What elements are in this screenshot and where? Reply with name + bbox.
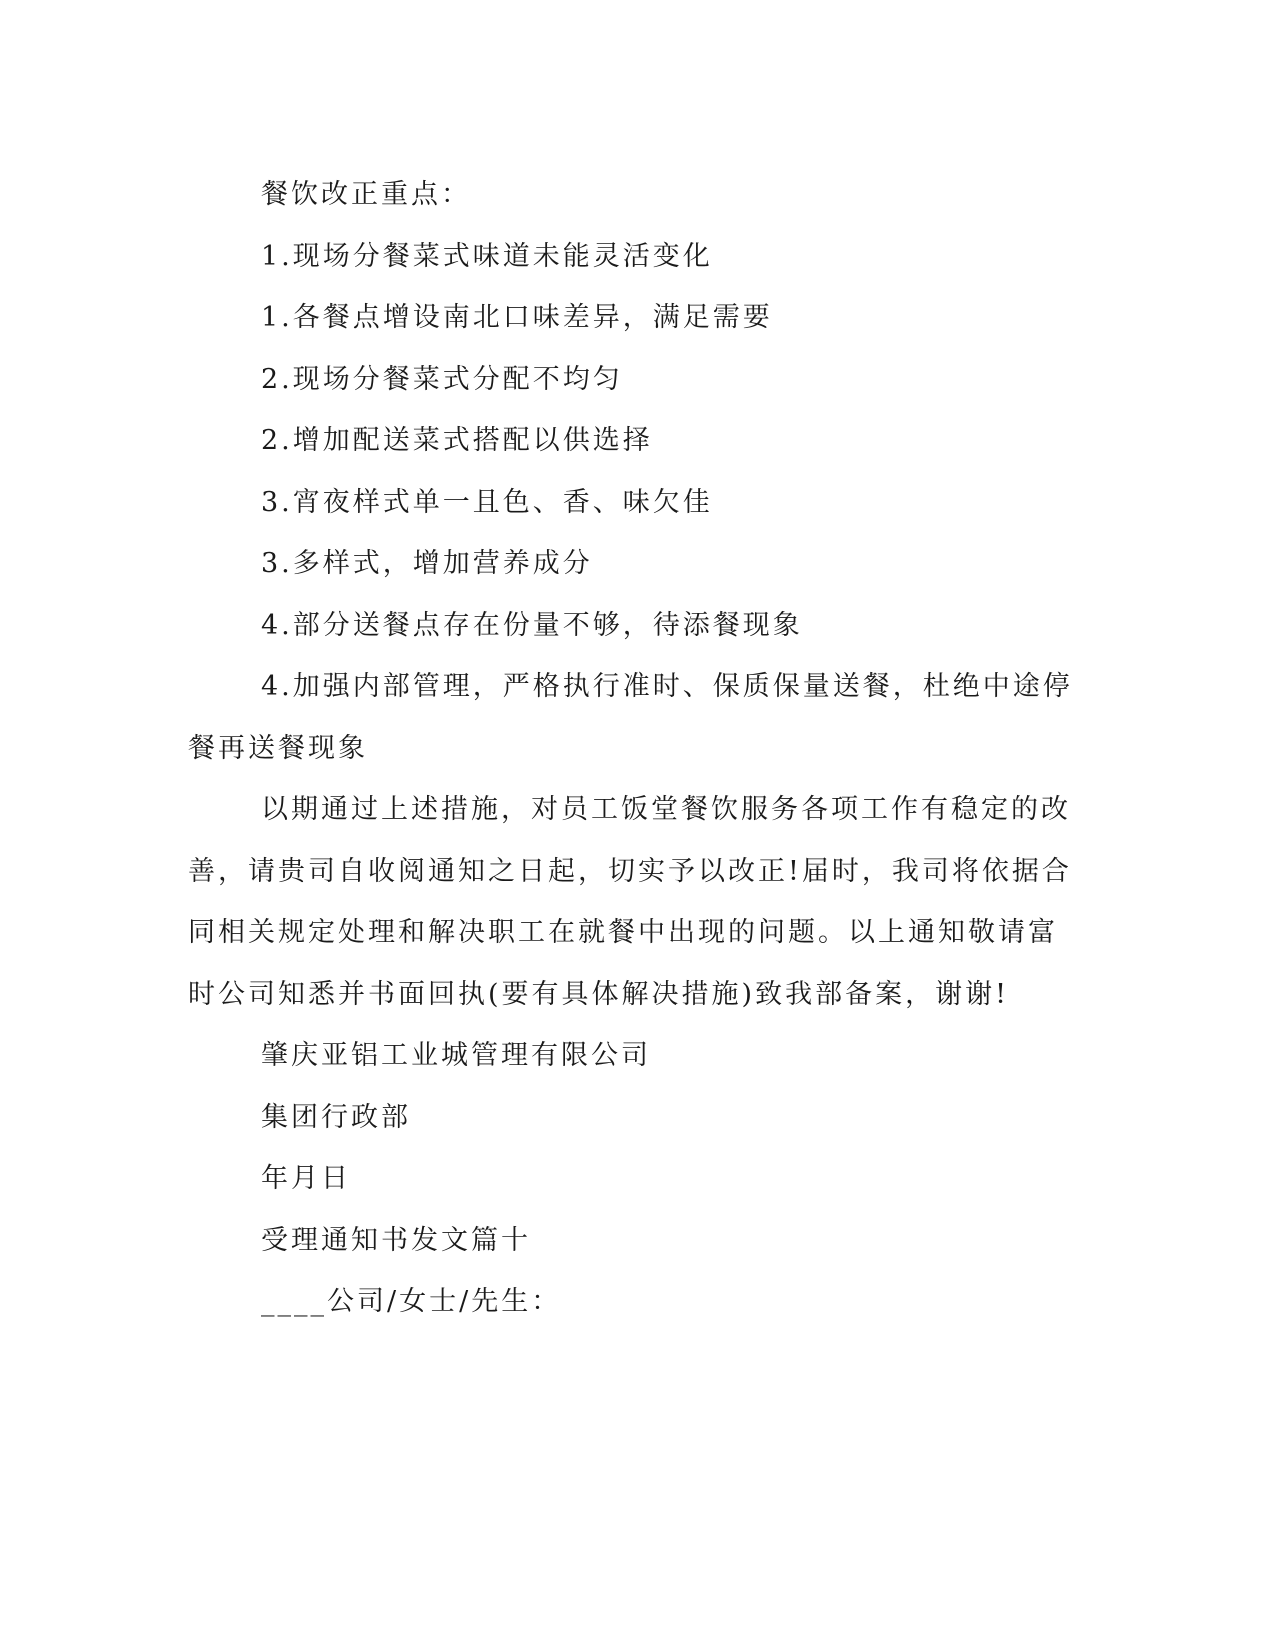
salutation-line: ____公司/女士/先生： — [261, 1286, 562, 1317]
list-item-measure-1: 1.各餐点增设南北口味差异，满足需要 — [261, 302, 773, 333]
signature-department: 集团行政部 — [261, 1101, 411, 1133]
list-item-issue-4: 4.部分送餐点存在份量不够，待添餐现象 — [261, 609, 803, 641]
section-title: 受理通知书发文篇十 — [261, 1224, 531, 1256]
list-item-issue-1: 1.现场分餐菜式味道未能灵活变化 — [261, 240, 713, 272]
document-body — [188, 164, 1080, 1333]
closing-paragraph: 以期通过上述措施，对员工饭堂餐饮服务各项工作有稳定的改善，请贵司自收阅通知之日起，切实予以改正!届时，我司将依据合同相关规定处理和解决职工在就餐中出现的问题。以上通知敬请富时公司知悉并书面回执(要有具体解决措施)致我部备案，谢谢! — [188, 794, 1072, 1010]
list-item-issue-3: 3.宵夜样式单一且色、香、味欠佳 — [261, 486, 713, 518]
list-item-measure-4: 4.加强内部管理，严格执行准时、保质保量送餐，杜绝中途停餐再送餐现象 — [188, 671, 1073, 764]
list-item-measure-2: 2.增加配送菜式搭配以供选择 — [261, 425, 653, 456]
list-item-measure-3: 3.多样式，增加营养成分 — [261, 548, 593, 579]
list-item-issue-2: 2.现场分餐菜式分配不均匀 — [261, 363, 623, 395]
signature-company: 肇庆亚铝工业城管理有限公司 — [261, 1040, 651, 1071]
section-heading-catering-corrections: 餐饮改正重点： — [261, 179, 471, 210]
signature-date: 年月日 — [261, 1163, 351, 1194]
